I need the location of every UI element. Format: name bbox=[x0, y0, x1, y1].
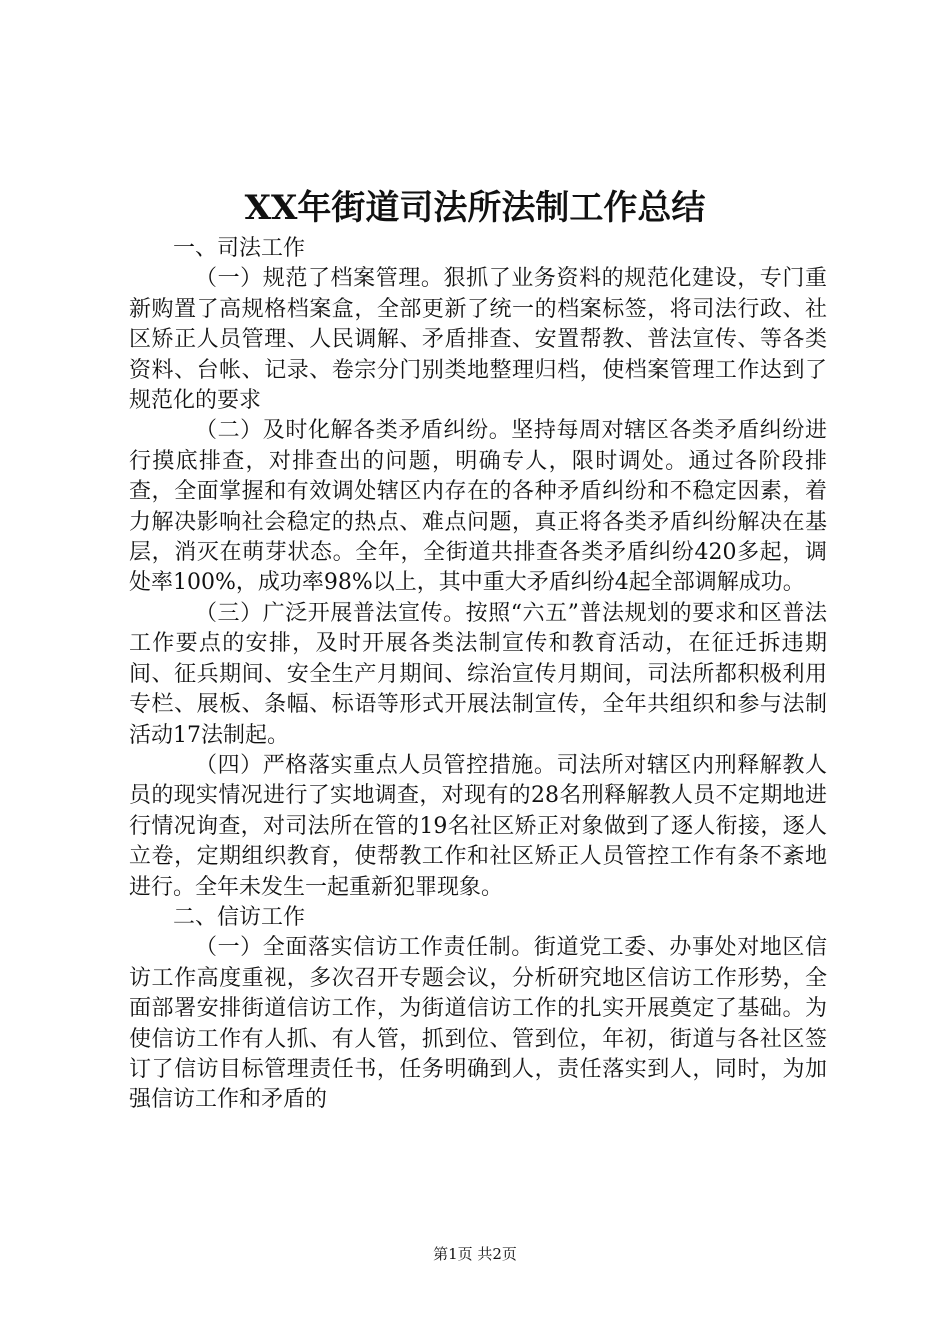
paragraph-archive-management: （一）规范了档案管理。狠抓了业务资料的规范化建设，专门重新购置了高规格档案盒，全部更新了统一的档案标签，将司法行政、社区矫正人员管理、人民调解、矛盾排查、安置帮教、普法宣传、等各类资料、台帐、记录、卷宗分门别类地整理归档，使档案管理工作达到了规范化的要求 bbox=[129, 266, 827, 414]
paragraph-key-personnel-control: （四）严格落实重点人员管控措施。司法所对辖区内刑释解教人员的现实情况进行了实地调查，对现有的28名刑释解教人员不定期地进行情况询查，对司法所在管的19名社区矫正对象做到了逐人衔接，逐人立卷，定期组织教育，使帮教工作和社区矫正人员管控工作有条不紊地进行。全年未发生一起重新犯罪现象。 bbox=[129, 752, 827, 900]
page-footer: 第1页 共2页 bbox=[433, 1245, 517, 1263]
paragraph-dispute-resolution: （二）及时化解各类矛盾纠纷。坚持每周对辖区各类矛盾纠纷进行摸底排查，对排查出的问题，明确专人，限时调处。通过各阶段排查，全面掌握和有效调处辖区内存在的各种矛盾纠纷和不稳定因素，着力解决影响社会稳定的热点、难点问题，真正将各类矛盾纠纷解决在基层，消灭在萌芽状态。全年，全街道共排查各类矛盾纠纷420多起，调处率100%，成功率98%以上，其中重大矛盾纠纷4起全部调解成功。 bbox=[129, 418, 827, 596]
document-body bbox=[129, 234, 827, 1116]
section-heading-petition: 二、信访工作 bbox=[173, 904, 306, 930]
paragraph-legal-publicity: （三）广泛开展普法宣传。按照“六五”普法规划的要求和区普法工作要点的安排，及时开展各类法制宣传和教育活动，在征迁拆违期间、征兵期间、安全生产月期间、综治宣传月期间，司法所都积极利用专栏、展板、条幅、标语等形式开展法制宣传，全年共组织和参与法制活动17法制起。 bbox=[129, 600, 827, 748]
paragraph-petition-responsibility: （一）全面落实信访工作责任制。街道党工委、办事处对地区信访工作高度重视，多次召开专题会议，分析研究地区信访工作形势，全面部署安排街道信访工作，为街道信访工作的扎实开展奠定了基础。为使信访工作有人抓、有人管，抓到位、管到位，年初，街道与各社区签订了信访目标管理责任书，任务明确到人，责任落实到人，同时，为加强信访工作和矛盾的 bbox=[129, 935, 827, 1113]
section-heading-judicial: 一、司法工作 bbox=[173, 236, 306, 261]
document-title: XX年街道司法所法制工作总结 bbox=[244, 188, 706, 228]
